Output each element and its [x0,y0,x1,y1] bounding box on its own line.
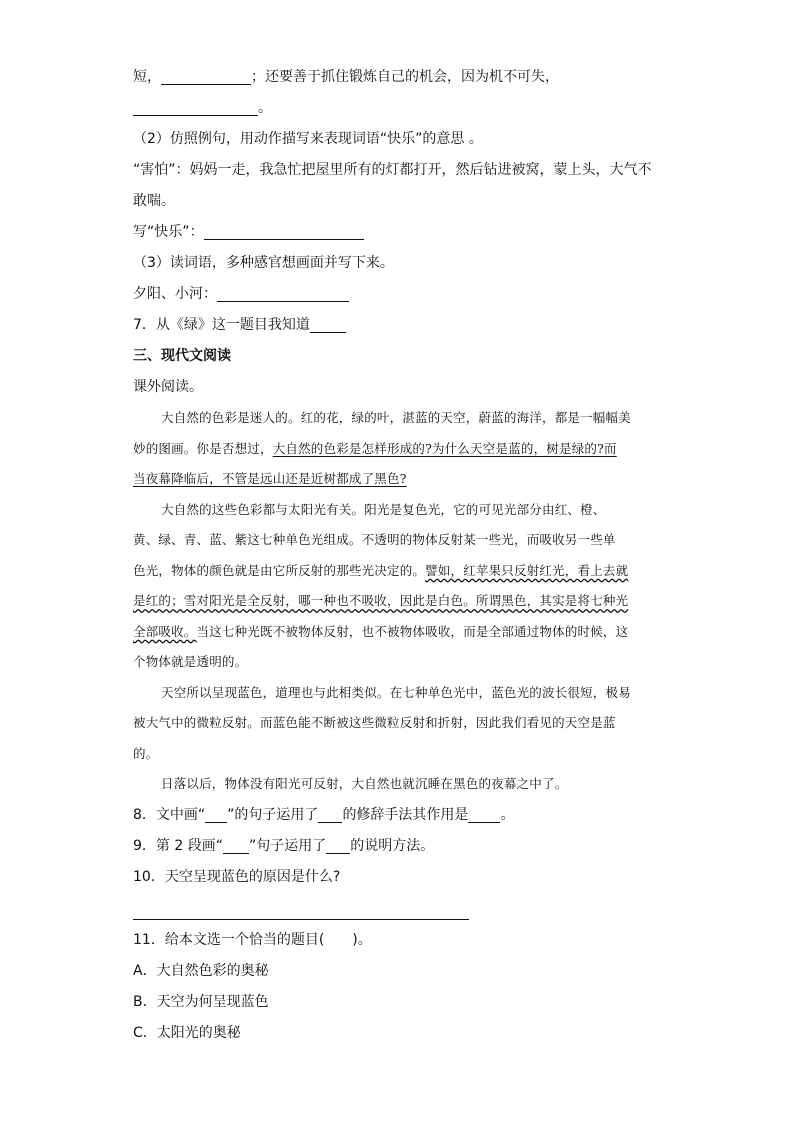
passage-text: 色光，物体的颜色就是由它所反射的那些光决定的。 [133,562,426,578]
passage-line [133,464,663,495]
passage-line: 日落以后，物体没有阳光可反射，大自然也就沉睡在黑色的夜幕之中了。 [161,776,568,791]
passage-line: 天空所以呈现蓝色，道理也与此相类似。在七种单色光中，蓝色光的波长很短，极易 [161,684,631,700]
q8-row [133,800,663,831]
answer-blank[interactable] [326,835,350,854]
wavy-underlined-sentence: 譬如，红苹果只反射红光，看上去就 [425,562,629,578]
section-subtitle: 课外阅读。 [133,379,203,395]
q9-text: 9．第 2 段画“ [133,837,223,854]
passage-line: 个物体就是透明的。 [133,654,248,669]
wavy-underlined-sentence: 全部吸收。 [133,623,197,639]
q8-text: 。 [500,806,515,823]
passage-line [133,556,663,587]
answer-blank[interactable] [468,804,500,823]
underlined-sentence: 当夜幕降临后，不管是远山还是近树都成了黑色? [133,471,407,486]
answer-blank[interactable] [204,221,364,240]
q11-text: 11．给本文选一个恰当的题目( )。 [133,931,372,948]
answer-blank[interactable] [133,97,258,116]
q6-line1 [133,62,663,93]
passage-line: 黄、绿、青、蓝、紫这七种单色光组成。不透明的物体反射某一些光，而吸收另一些单 [133,532,616,547]
passage-line: 大自然的这些色彩都与太阳光有关。阳光是复色光，它的可见光部分由红、橙、 [161,501,606,517]
passage-text: 妙的图画。你是否想过， [133,440,273,456]
answer-blank[interactable] [223,835,249,854]
q11-option-c[interactable]: C．太阳光的奥秘 [133,1024,241,1041]
q6-part3-words: 夕阳、小河： [133,286,217,302]
passage-text: 当这七种光既不被物体反射，也不被物体吸收，而是全部通过物体的时候，这 [196,623,629,639]
q9-text: 的说明方法。 [350,837,435,854]
passage-line: 被大气中的微粒反射。而蓝色能不断被这些微粒反射和折射，因此我们看见的天空是蓝 [133,715,616,730]
q10-text: 10．天空呈现蓝色的原因是什么? [133,868,341,885]
q6-text: 。 [258,100,272,116]
section-title: 三、现代文阅读 [133,348,231,364]
passage-line [133,586,663,617]
reading-passage [133,403,663,800]
q11-option-a[interactable]: A．大自然色彩的奥秘 [133,962,269,979]
passage-line [133,617,663,648]
answer-blank[interactable] [318,804,342,823]
q6-write-row [133,217,663,248]
answer-blank[interactable] [161,66,251,85]
q6-part3-title: （3）读词语，多种感官想画面并写下来。 [133,255,394,271]
q9-text: ”句子运用了 [248,837,327,854]
q7-row [133,310,663,341]
q6-example-line1: “害怕”：妈妈一走，我急忙把屋里所有的灯都打开，然后钻进被窝，蒙上头，大气不 [133,162,652,178]
wavy-underlined-sentence: 是红的；雪对阳光是全反射，哪一种也不吸收，因此是白色。所谓黑色，其实是将七种光 [133,593,629,608]
q6-part2-title: （2）仿照例句，用动作描写来表现词语“快乐”的意思 。 [133,131,483,147]
q6-example-line2: 敢喘。 [133,193,175,209]
passage-line: 的。 [133,745,159,761]
q8-text: 8．文中画“ [133,806,206,823]
q7-text: 7．从《绿》这一题目我知道 [133,317,310,333]
worksheet-page [133,62,663,1049]
q8-text: 的修辞手法其作用是 [342,806,469,823]
answer-blank[interactable] [205,804,227,823]
q11-option-b[interactable]: B．天空为何呈现蓝色 [133,993,269,1010]
underlined-sentence: 大自然的色彩是怎样形成的?为什么天空是蓝的，树是绿的?而 [272,440,617,456]
answer-blank[interactable] [217,283,349,302]
q6-line2 [133,93,663,124]
q9-row [133,831,663,862]
q6-text: ；还要善于抓住锻炼自己的机会，因为机不可失， [251,69,559,85]
passage-line: 大自然的色彩是迷人的。红的花，绿的叶，湛蓝的天空，蔚蓝的海洋，都是一幅幅美 [161,410,631,425]
q10-answer-line[interactable] [133,893,469,920]
q6-write-label: 写“快乐”： [133,224,204,240]
passage-line [133,434,663,465]
q6-part3-row [133,279,663,310]
q8-text: ”的句子运用了 [227,806,319,823]
answer-blank[interactable] [310,314,346,333]
q6-text: 短， [133,69,161,85]
